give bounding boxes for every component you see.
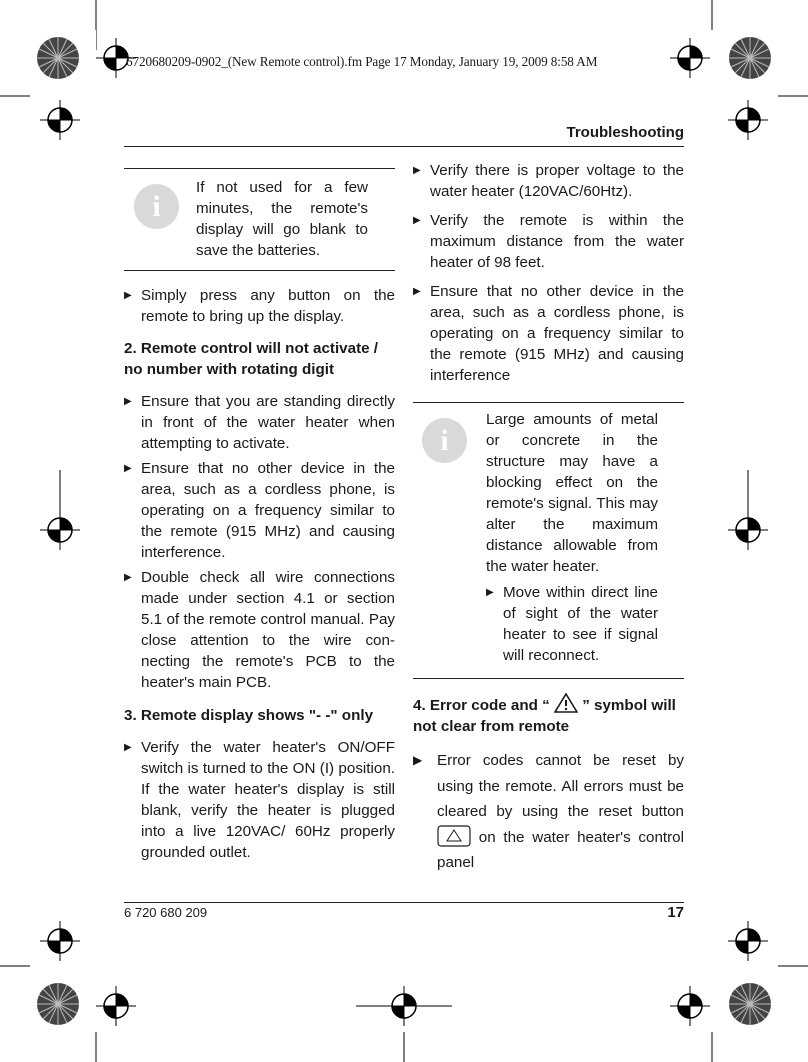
heading-text: ” symbol will not clear from remote [413,697,676,735]
list-item [413,210,684,273]
list-item [124,737,395,863]
info-icon: i [422,418,467,463]
list-item-text: Verify the remote is within the maximum distance from the water heater of 98 feet. [430,212,684,271]
list-item-text: Ensure that you are standing directly in front of the water heater when attempting to activate. [141,393,395,452]
list-item-text: Verify there is proper voltage to the water heater (120VAC/60Htz). [430,162,684,200]
list-item-text: Ensure that no other device in the area, such as a cordless phone, is operating on a frequency similar to the remote (915 MHz) and causing interference [430,283,684,384]
list-item [413,748,684,876]
list-item [124,391,395,454]
header-rule [124,146,684,147]
left-column [124,285,395,863]
note-bottom-rule [413,678,684,679]
note-top-rule [413,402,684,403]
note-text: Large amounts of metal or concrete in the structure may have a blocking effect on the remote's signal. This may alter the maximum distance allowable from the water heater. [486,411,658,575]
right-column-bottom [413,693,684,876]
bullet-list [124,737,395,863]
reset-button-icon [437,825,471,847]
bullet-arrow-icon: ▶ [124,572,132,583]
list-item-text: Ensure that no other device in the area, such as a cordless phone, is operating on a frequency similar to the remote (915 MHz) and causing interference. [141,460,395,561]
list-item-text: Verify the water heater's ON/OFF switch is turned to the ON (I) position. If the water heater's display is still blank, verify the heater is plugged into a live 120VAC/ 60Hz properly grounded outlet. [141,739,395,861]
bullet-arrow-icon: ▶ [413,753,423,767]
list-item [124,567,395,693]
page-number: 17 [667,904,684,921]
list-item [124,458,395,563]
warning-triangle-icon [554,693,578,713]
note-bottom-rule [124,270,395,271]
note-metal-concrete [486,409,658,666]
bullet-arrow-icon: ▶ [413,286,421,297]
bullet-arrow-icon: ▶ [413,215,421,226]
document-number: 6 720 680 209 [124,905,208,920]
heading-text: 4. Error code and “ [413,697,550,714]
note-battery [196,177,368,261]
footer-rule [124,902,684,903]
list-item-text: Move within direct line of sight of the water heater to see if signal will reconnect. [503,584,658,664]
list-item-text: Double check all wire connections made under section 4.1 or section 5.1 of the remote control manual. Pay close attention to the wire con-necting the remote's PCB to the heater's main PCB. [141,569,395,691]
list-item [124,285,395,327]
heading-remote-not-activate: 2. Remote control will not activate / no number with rotating digit [124,340,379,378]
note-top-rule [124,168,395,169]
section-title: Troubleshooting [566,124,684,141]
info-icon: i [134,184,179,229]
list-item-text: on the water heater's control panel [437,828,684,871]
bullet-arrow-icon: ▶ [486,587,494,598]
bullet-arrow-icon: ▶ [124,290,132,301]
list-item [413,160,684,202]
bullet-arrow-icon: ▶ [124,396,132,407]
bullet-list [124,391,395,693]
printer-slug-line: 6720680209-0902_(New Remote control).fm Page 17 Monday, January 19, 2009 8:58 AM [126,54,598,69]
right-column-top [413,160,684,386]
heading-error-code [413,693,684,737]
heading-remote-display: 3. Remote display shows "- -" only [124,707,374,724]
list-item [413,281,684,386]
bullet-arrow-icon: ▶ [413,165,421,176]
bullet-arrow-icon: ▶ [124,742,132,753]
list-item-text: Simply press any button on the remote to bring up the display. [141,287,395,325]
note-text: If not used for a few minutes, the remote's display will go blank to save the batteries. [196,179,368,259]
list-item-text: Error codes cannot be reset by using the remote. All errors must be cleared by using the reset button [437,752,684,820]
list-item [486,582,658,666]
bullet-arrow-icon: ▶ [124,463,132,474]
